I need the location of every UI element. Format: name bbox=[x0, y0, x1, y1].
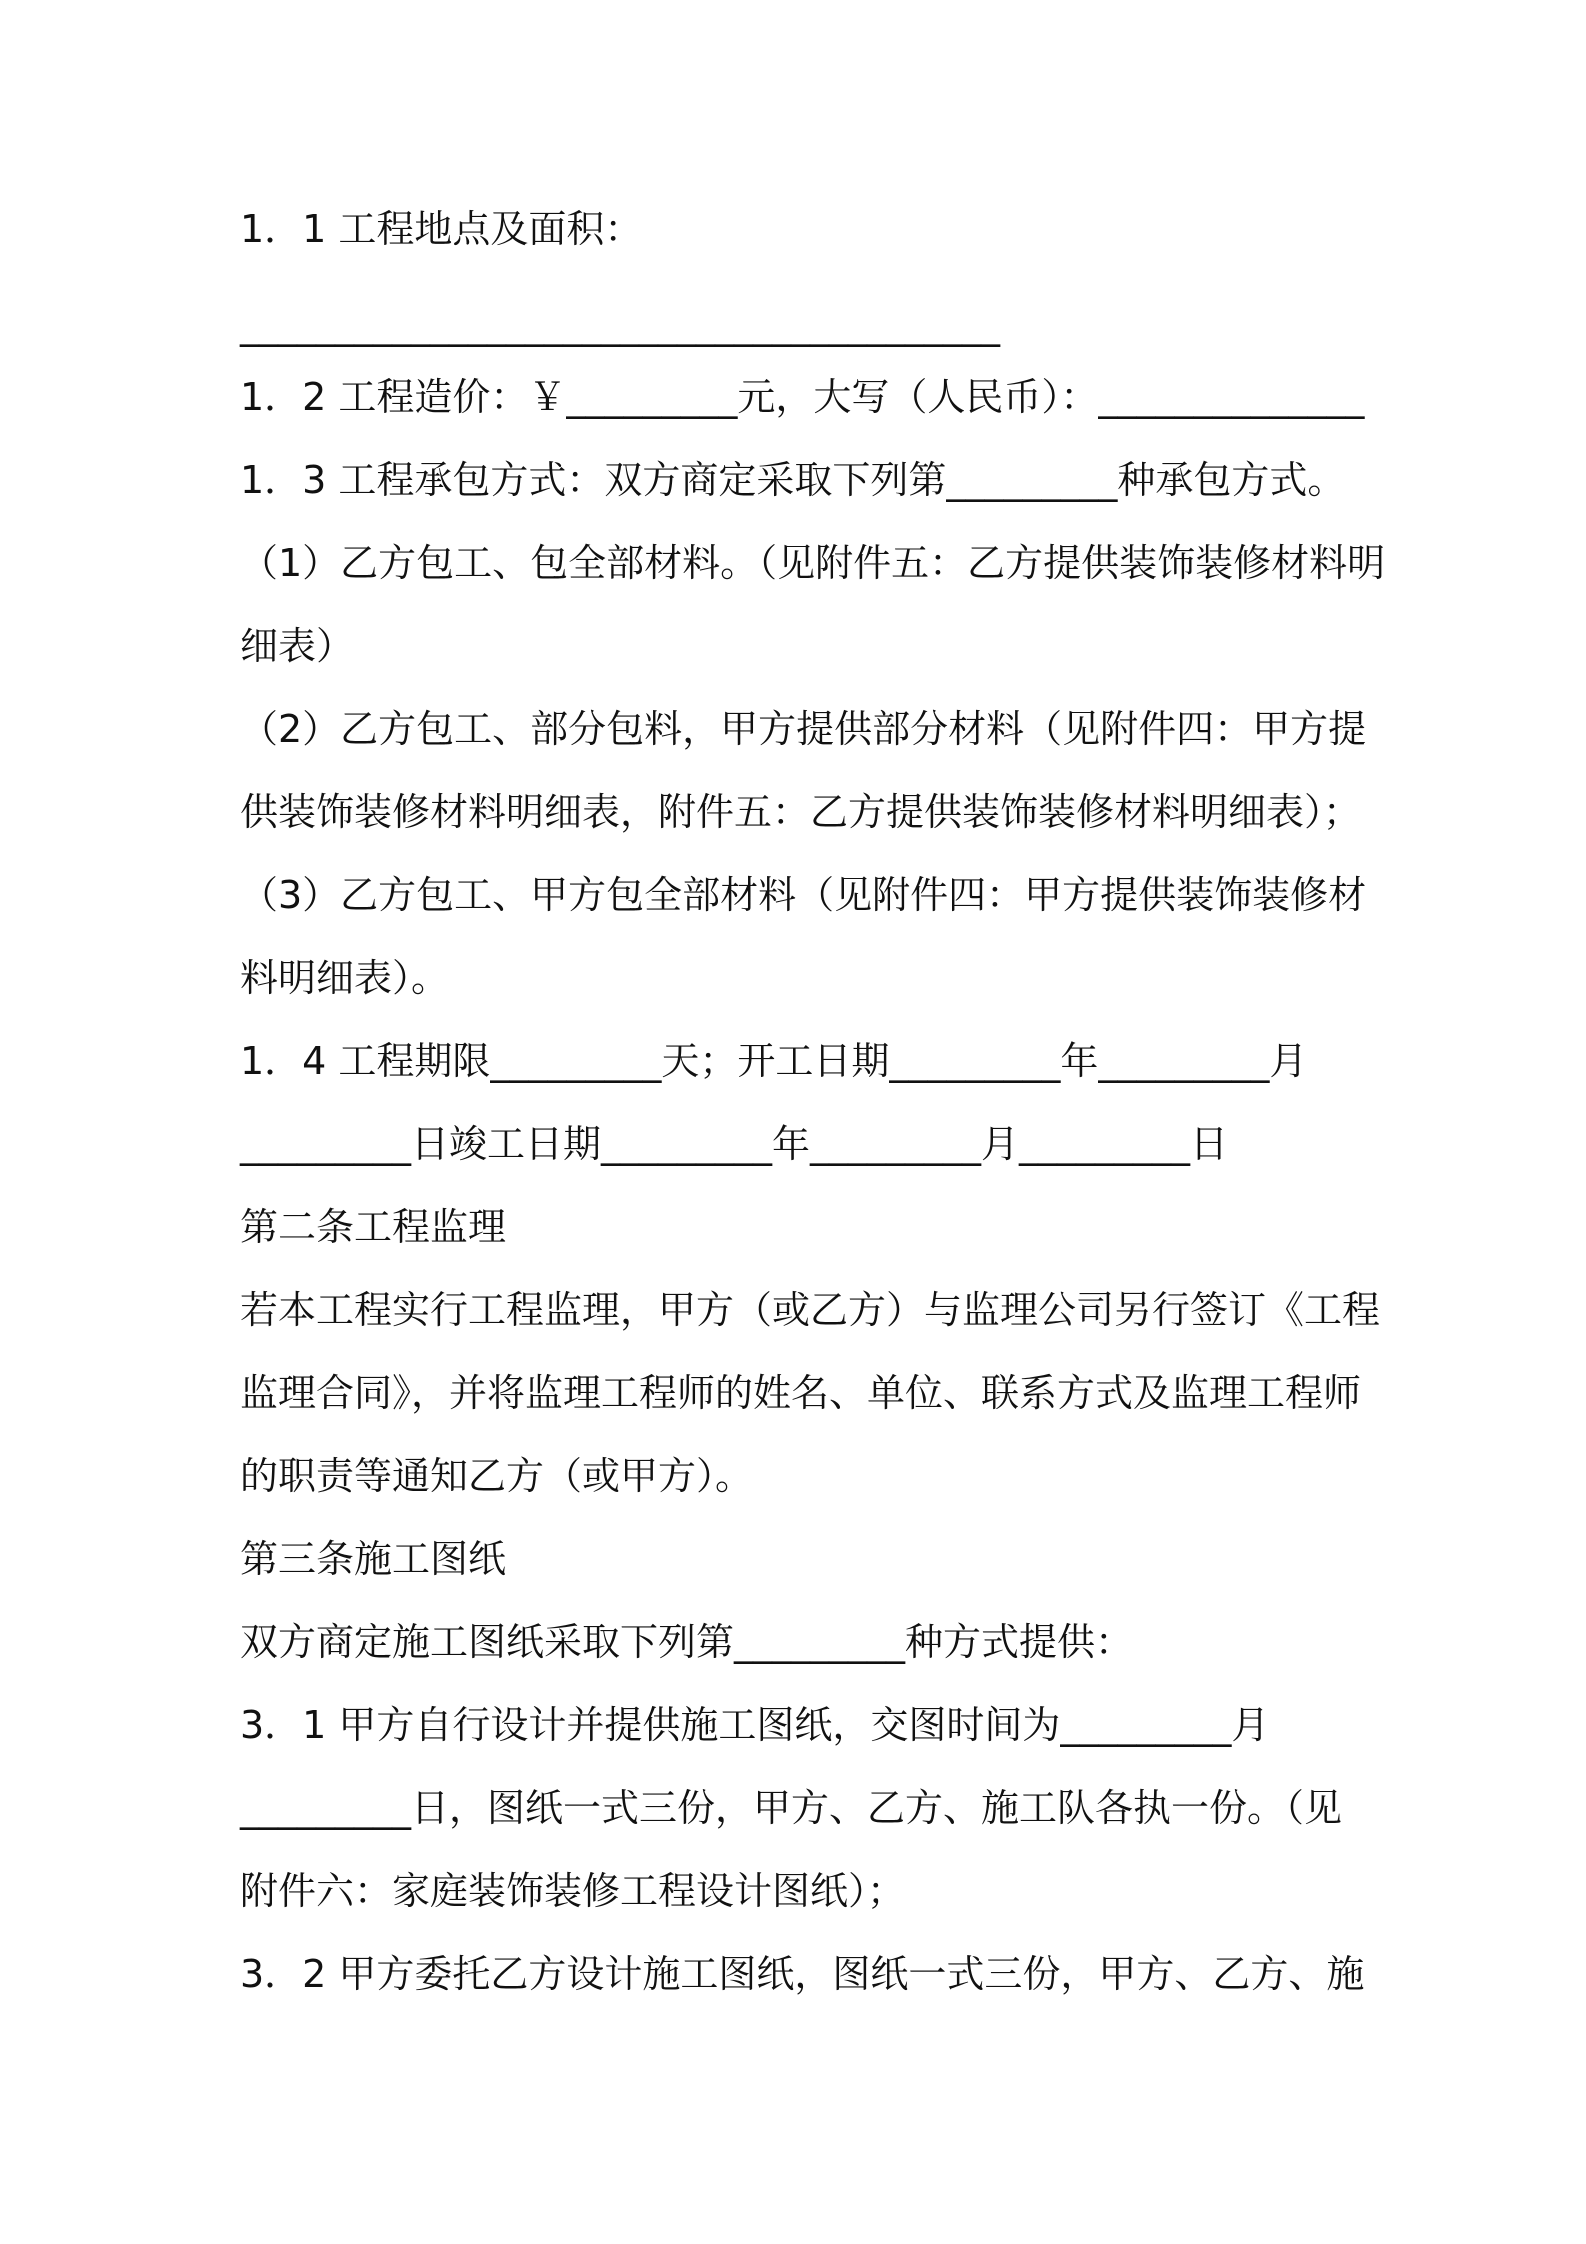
option-2-line-2: 供装饰装修材料明细表，附件五：乙方提供装饰装修材料明细表）； bbox=[240, 790, 1362, 834]
clause-3-1-line-3: 附件六：家庭装饰装修工程设计图纸）； bbox=[240, 1869, 906, 1913]
site-area-blank-line: ________________________________________ bbox=[240, 303, 1000, 347]
article-2-paragraph-line-3: 的职责等通知乙方（或甲方）。 bbox=[240, 1454, 754, 1498]
option-3-line-2: 料明细表）。 bbox=[240, 956, 450, 1000]
clause-1-3-contract-method: 1．3 工程承包方式：双方商定采取下列第_________种承包方式。 bbox=[240, 458, 1346, 502]
article-2-paragraph-line-2: 监理合同》，并将监理工程师的姓名、单位、联系方式及监理工程师 bbox=[240, 1371, 1362, 1415]
clause-1-4-duration: 1．4 工程期限_________天；开工日期_________年_________月 bbox=[240, 1039, 1308, 1083]
clause-3-1-line-2: _________日，图纸一式三份，甲方、乙方、施工队各执一份。（见 bbox=[240, 1786, 1343, 1830]
clause-3-2-line-1: 3．2 甲方委托乙方设计施工图纸，图纸一式三份，甲方、乙方、施 bbox=[240, 1952, 1365, 1996]
option-3-line-1: （3）乙方包工、甲方包全部材料（见附件四：甲方提供装饰装修材 bbox=[240, 873, 1367, 917]
article-3-intro: 双方商定施工图纸采取下列第_________种方式提供： bbox=[240, 1620, 1134, 1664]
option-2-line-1: （2）乙方包工、部分包料，甲方提供部分材料（见附件四：甲方提 bbox=[240, 707, 1367, 751]
article-2-heading: 第二条工程监理 bbox=[240, 1205, 507, 1249]
clause-1-4-completion-date: _________日竣工日期_________年_________月_________日 bbox=[240, 1122, 1229, 1166]
clause-1-2-project-cost: 1．2 工程造价：￥_________元，大写（人民币）：______________ bbox=[240, 375, 1365, 419]
clause-1-1-site-and-area: 1．1 工程地点及面积： bbox=[240, 207, 643, 251]
option-1-line-1: （1）乙方包工、包全部材料。（见附件五：乙方提供装饰装修材料明 bbox=[240, 541, 1386, 585]
option-1-line-2: 细表） bbox=[240, 624, 355, 668]
article-2-paragraph-line-1: 若本工程实行工程监理，甲方（或乙方）与监理公司另行签订《工程 bbox=[240, 1288, 1381, 1332]
article-3-heading: 第三条施工图纸 bbox=[240, 1537, 507, 1581]
clause-3-1-line-1: 3．1 甲方自行设计并提供施工图纸，交图时间为_________月 bbox=[240, 1703, 1270, 1747]
